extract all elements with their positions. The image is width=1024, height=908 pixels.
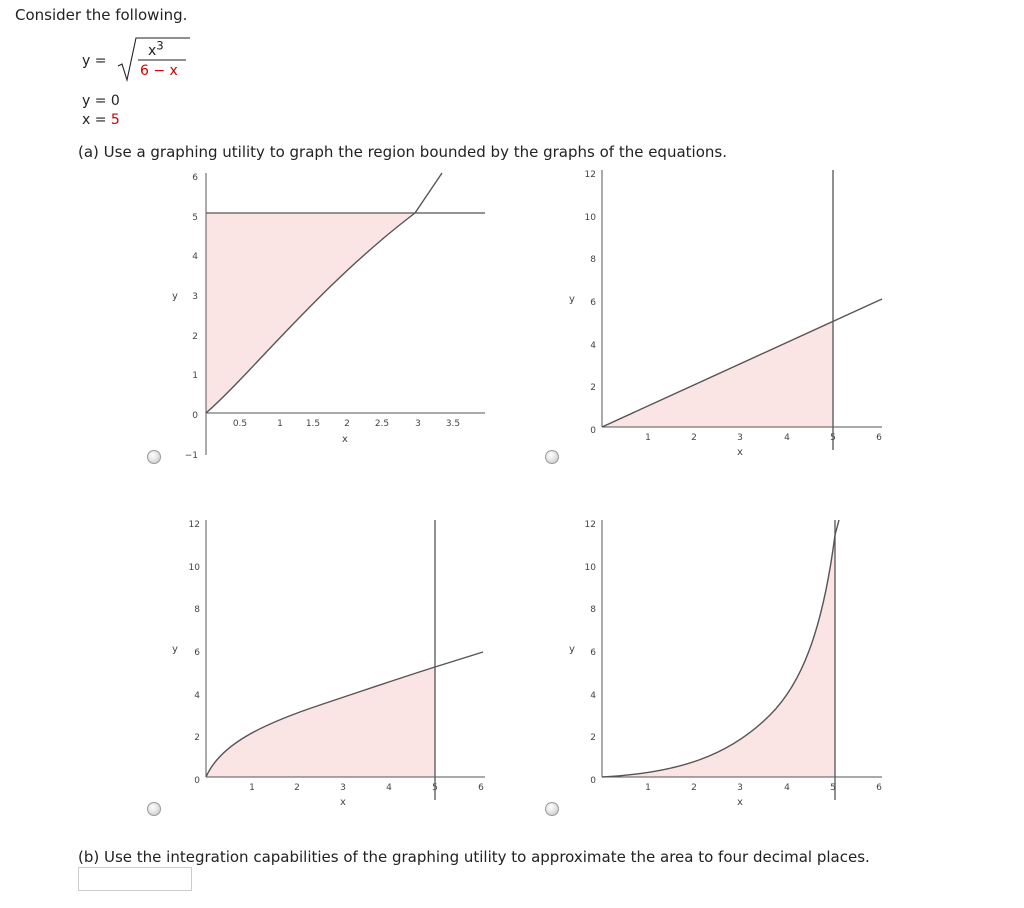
shaded-region	[602, 535, 835, 777]
x-tick-labels	[249, 783, 484, 793]
x-tick: 2	[691, 783, 697, 793]
y-tick: 10	[584, 213, 596, 223]
x-axis-label: x	[342, 434, 348, 445]
y-tick: 4	[192, 252, 198, 262]
numerator-exponent: 3	[156, 38, 164, 52]
x-tick: 3	[737, 783, 743, 793]
y-tick: 10	[188, 563, 200, 573]
fraction-numerator	[148, 38, 164, 59]
x-tick: 3	[737, 433, 743, 443]
x-tick: 2	[691, 433, 697, 443]
option-2-radio[interactable]	[545, 450, 559, 464]
chart-option-1	[160, 165, 500, 465]
equation-y-label: y =	[82, 53, 107, 69]
x-tick: 1	[277, 419, 283, 429]
y-tick: 12	[584, 170, 596, 180]
x-tick: 6	[876, 783, 882, 793]
y-tick: 6	[194, 648, 200, 658]
y-tick: 8	[590, 605, 596, 615]
y-tick: 1	[192, 371, 198, 381]
y-tick-labels	[585, 520, 597, 786]
y-axis-label: y	[569, 294, 575, 305]
y-tick-labels	[185, 173, 199, 461]
x-tick-labels	[645, 783, 882, 793]
y-tick: 6	[590, 648, 596, 658]
option-3-radio[interactable]	[147, 802, 161, 816]
y-tick: 2	[192, 332, 198, 342]
y-tick: 12	[584, 520, 596, 530]
area-answer-input[interactable]	[78, 867, 192, 891]
y-tick: 2	[590, 733, 596, 743]
x-tick: 2	[294, 783, 300, 793]
y-tick: 5	[192, 213, 198, 223]
x-tick: 3	[340, 783, 346, 793]
y-axis-label: y	[569, 644, 575, 655]
y-tick: 4	[590, 341, 596, 351]
equation-y0: y = 0	[82, 93, 120, 109]
equation-x5-value: 5	[110, 112, 120, 128]
y-tick: 2	[590, 383, 596, 393]
y-tick: 0	[590, 776, 596, 786]
option-4-radio[interactable]	[545, 802, 559, 816]
y-tick: 0	[192, 411, 198, 421]
x-tick: 1	[645, 783, 651, 793]
x-axis-label: x	[340, 797, 346, 808]
part-b-text: (b) Use the integration capabilities of the graphing utility to approximate the area to four decimal places.	[78, 848, 870, 866]
x-axis-label: x	[737, 447, 743, 458]
y-tick: 0	[194, 776, 200, 786]
x-tick: 3.5	[445, 419, 461, 429]
y-tick: 4	[590, 691, 596, 701]
y-tick: 8	[590, 255, 596, 265]
x-tick: 0.5	[232, 419, 248, 429]
x-tick: 6	[478, 783, 484, 793]
x-tick: 1	[645, 433, 651, 443]
chart-option-3	[160, 515, 500, 815]
equation-x5-lhs: x =	[82, 112, 111, 128]
x-tick: 1.5	[305, 419, 321, 429]
x-axis-label: x	[737, 797, 743, 808]
chart-option-4	[560, 515, 900, 815]
y-tick: 10	[584, 563, 596, 573]
x-tick: 6	[876, 433, 882, 443]
x-tick: 4	[386, 783, 392, 793]
y-axis-label: y	[172, 291, 178, 302]
y-tick: 8	[194, 605, 200, 615]
x-tick: 1	[249, 783, 255, 793]
option-1-radio[interactable]	[147, 450, 161, 464]
x-tick: 2.5	[374, 419, 390, 429]
part-a-text: (a) Use a graphing utility to graph the region bounded by the graphs of the equations.	[78, 143, 727, 161]
x-tick: 4	[784, 783, 790, 793]
y-tick: 2	[194, 733, 200, 743]
numerator-base: x	[148, 42, 157, 59]
y-tick: −1	[184, 451, 198, 461]
y-tick: 3	[192, 292, 198, 302]
y-tick: 4	[194, 691, 200, 701]
x-tick: 3	[415, 419, 421, 429]
x-tick: 5	[830, 783, 836, 793]
numerator-text	[148, 38, 164, 59]
intro-text: Consider the following.	[15, 6, 188, 24]
y-tick: 6	[192, 173, 198, 183]
x-tick-labels	[233, 419, 460, 429]
equation-x5	[82, 112, 120, 128]
x-tick: 4	[784, 433, 790, 443]
fraction-denominator: 6 − x	[140, 63, 178, 79]
x-tick: 2	[344, 419, 350, 429]
y-tick-labels	[189, 520, 201, 786]
x-tick: 5	[432, 783, 438, 793]
chart-option-2	[560, 165, 900, 465]
y-tick: 0	[590, 426, 596, 436]
x-tick-labels	[645, 433, 882, 443]
y-tick-labels	[585, 170, 597, 436]
y-axis-label: y	[172, 644, 178, 655]
y-tick: 12	[188, 520, 200, 530]
shaded-region	[206, 667, 435, 777]
y-tick: 6	[590, 298, 596, 308]
x-tick: 5	[830, 433, 836, 443]
